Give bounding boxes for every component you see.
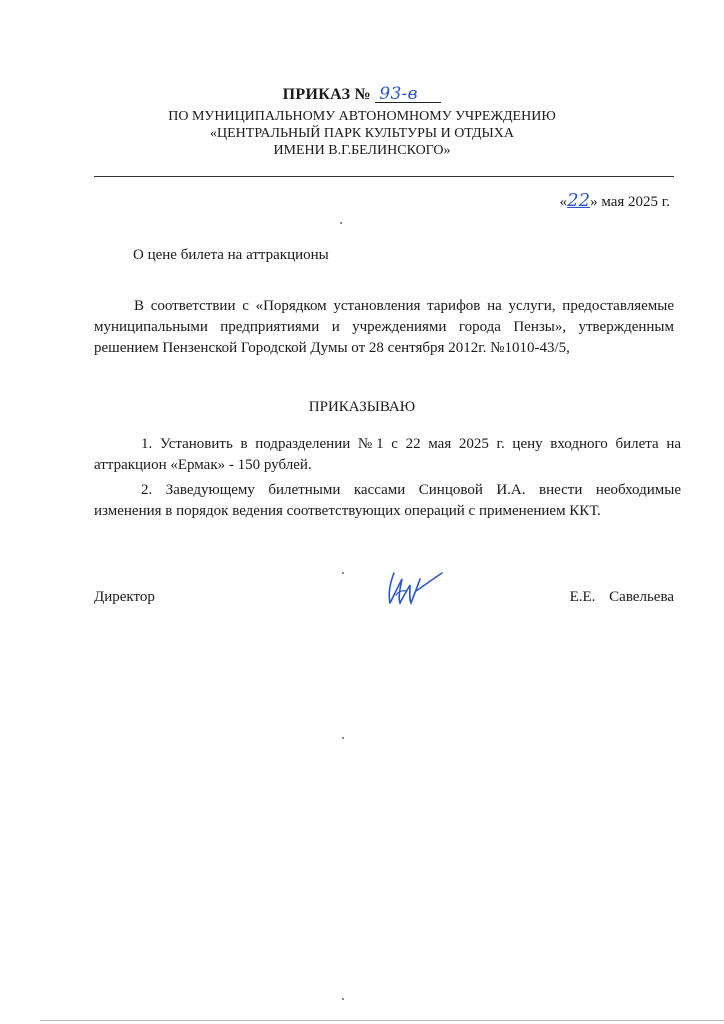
order-date <box>560 190 670 211</box>
header-divider <box>94 176 674 177</box>
signatory-role: Директор <box>94 589 155 605</box>
order-subject: О цене билета на аттракционы <box>133 247 329 263</box>
org-line-2: «ЦЕНТРАЛЬНЫЙ ПАРК КУЛЬТУРЫ И ОТДЫХА <box>210 126 514 141</box>
order-title <box>0 86 724 104</box>
scan-speck <box>342 998 344 1000</box>
scan-speck <box>342 572 344 574</box>
scan-speck <box>340 222 342 224</box>
order-number-handwritten: 93-в <box>375 86 441 103</box>
order-title-prefix: ПРИКАЗ № <box>282 86 372 103</box>
handwritten-signature <box>380 565 450 610</box>
date-day-handwritten: 22 <box>567 190 591 211</box>
scan-edge-line <box>40 1020 724 1021</box>
order-item-2: 2. Заведующему билетными кассами Синцовой И.А. внести необходимые изменения в порядок ведения соответствующих операций с применением ККТ. <box>94 482 681 519</box>
org-line-1: ПО МУНИЦИПАЛЬНОМУ АВТОНОМНОМУ УЧРЕЖДЕНИЮ <box>168 109 556 124</box>
signatory-name: Е.Е. Савельева <box>569 589 674 605</box>
preamble-paragraph: В соответствии с «Порядком установления тарифов на услуги, предоставляемые муниципальными предприятиями и учреждениями города Пензы», утвержденным решением Пензенской Городской Думы от 28 сентября 2012г. №1010-43/5, <box>94 298 674 356</box>
scan-speck <box>342 737 344 739</box>
date-open-quote: « <box>559 194 568 210</box>
date-rest: » мая 2025 г. <box>590 194 670 210</box>
decree-heading: ПРИКАЗЫВАЮ <box>308 399 416 415</box>
order-item-1: 1. Установить в подразделении №1 с 22 мая 2025 г. цену входного билета на аттракцион «Ермак» - 150 рублей. <box>94 436 681 473</box>
org-line-3: ИМЕНИ В.Г.БЕЛИНСКОГО» <box>273 143 451 158</box>
